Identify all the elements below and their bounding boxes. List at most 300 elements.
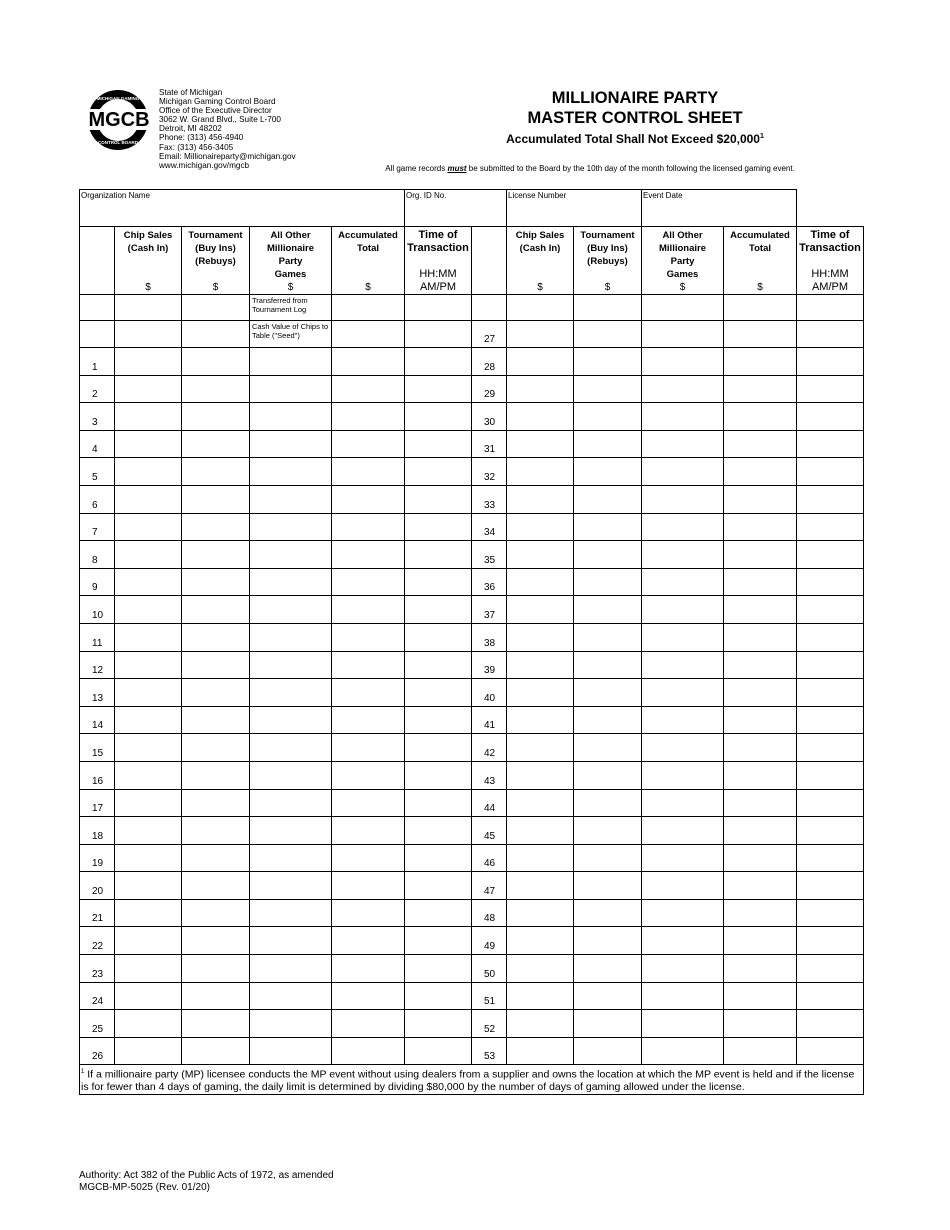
entry-cell[interactable] (724, 623, 797, 651)
entry-cell[interactable] (250, 955, 332, 983)
chip-sales-header: Chip Sales (Cash In) $ (115, 227, 182, 295)
entry-cell[interactable] (250, 513, 332, 541)
entry-cell[interactable] (574, 817, 642, 845)
organization-name-field[interactable]: Organization Name (80, 190, 405, 227)
entry-cell[interactable] (642, 789, 724, 817)
org-id-field[interactable]: Org. ID No. (405, 190, 507, 227)
entry-cell[interactable] (724, 679, 797, 707)
table-row (80, 623, 864, 651)
entry-cell[interactable] (507, 321, 574, 348)
entry-cell[interactable] (797, 513, 864, 541)
entry-cell[interactable] (724, 927, 797, 955)
entry-cell[interactable] (182, 982, 250, 1010)
entry-cell[interactable] (507, 1037, 574, 1065)
entry-cell[interactable] (332, 817, 405, 845)
entry-cell[interactable] (182, 513, 250, 541)
entry-cell[interactable] (182, 872, 250, 900)
entry-cell[interactable] (332, 375, 405, 403)
entry-cell[interactable] (250, 458, 332, 486)
entry-cell[interactable] (507, 817, 574, 845)
entry-cell[interactable] (574, 295, 642, 321)
entry-cell[interactable] (182, 623, 250, 651)
entry-cell[interactable] (332, 844, 405, 872)
entry-cell[interactable] (574, 734, 642, 762)
entry-cell[interactable] (182, 321, 250, 348)
entry-cell[interactable] (642, 899, 724, 927)
entry-cell[interactable] (405, 899, 472, 927)
entry-cell[interactable] (182, 927, 250, 955)
entry-cell[interactable] (182, 1037, 250, 1065)
entry-cell[interactable] (574, 541, 642, 569)
entry-cell[interactable] (332, 872, 405, 900)
entry-cell[interactable] (182, 295, 250, 321)
entry-cell[interactable] (797, 458, 864, 486)
entry-cell[interactable] (642, 955, 724, 983)
entry-cell[interactable] (182, 458, 250, 486)
row-number: 21 (80, 899, 115, 927)
entry-cell[interactable] (507, 982, 574, 1010)
entry-cell[interactable] (115, 1010, 182, 1038)
entry-cell[interactable] (642, 1037, 724, 1065)
entry-cell[interactable] (182, 651, 250, 679)
entry-cell[interactable] (405, 403, 472, 431)
entry-cell[interactable] (115, 789, 182, 817)
entry-cell[interactable] (797, 403, 864, 431)
entry-cell[interactable] (642, 679, 724, 707)
entry-cell[interactable] (724, 485, 797, 513)
entry-cell[interactable] (507, 872, 574, 900)
entry-cell[interactable] (642, 927, 724, 955)
entry-cell[interactable] (250, 651, 332, 679)
entry-cell[interactable] (724, 430, 797, 458)
entry-cell[interactable] (507, 375, 574, 403)
entry-cell[interactable] (250, 485, 332, 513)
entry-cell[interactable] (115, 458, 182, 486)
entry-cell[interactable] (642, 568, 724, 596)
entry-cell[interactable] (115, 734, 182, 762)
entry-cell[interactable] (724, 348, 797, 376)
entry-cell[interactable] (574, 485, 642, 513)
entry-cell[interactable] (507, 485, 574, 513)
entry-cell[interactable] (115, 955, 182, 983)
entry-cell[interactable] (405, 430, 472, 458)
entry-cell[interactable] (250, 872, 332, 900)
entry-cell[interactable] (405, 485, 472, 513)
entry-cell[interactable] (797, 872, 864, 900)
entry-cell[interactable] (332, 955, 405, 983)
entry-cell[interactable] (250, 927, 332, 955)
entry-cell[interactable] (182, 789, 250, 817)
entry-cell[interactable] (250, 348, 332, 376)
entry-cell[interactable] (405, 955, 472, 983)
event-date-field[interactable]: Event Date (642, 190, 797, 227)
entry-cell[interactable] (405, 513, 472, 541)
header-fields-row (80, 190, 864, 227)
entry-cell[interactable] (574, 1010, 642, 1038)
entry-cell[interactable] (405, 679, 472, 707)
entry-cell[interactable] (724, 844, 797, 872)
entry-cell[interactable] (507, 927, 574, 955)
entry-cell[interactable] (797, 679, 864, 707)
entry-cell[interactable] (405, 789, 472, 817)
entry-cell[interactable] (642, 375, 724, 403)
row-number: 20 (80, 872, 115, 900)
entry-cell[interactable] (405, 295, 472, 321)
entry-cell[interactable] (724, 651, 797, 679)
entry-cell[interactable] (642, 982, 724, 1010)
entry-cell[interactable] (507, 761, 574, 789)
entry-cell[interactable] (724, 1010, 797, 1038)
entry-cell[interactable] (115, 679, 182, 707)
row-number: 29 (472, 375, 507, 403)
entry-cell[interactable] (250, 1010, 332, 1038)
entry-cell[interactable] (797, 955, 864, 983)
entry-cell[interactable] (797, 596, 864, 624)
entry-cell[interactable] (115, 321, 182, 348)
entry-cell[interactable] (182, 403, 250, 431)
entry-cell[interactable] (332, 789, 405, 817)
entry-cell[interactable] (797, 623, 864, 651)
entry-cell[interactable] (574, 706, 642, 734)
entry-cell[interactable] (724, 817, 797, 845)
entry-cell[interactable] (574, 872, 642, 900)
entry-cell[interactable] (642, 430, 724, 458)
entry-cell[interactable] (797, 982, 864, 1010)
entry-cell[interactable] (405, 872, 472, 900)
entry-cell[interactable] (250, 596, 332, 624)
entry-cell[interactable] (574, 623, 642, 651)
entry-cell[interactable] (332, 458, 405, 486)
entry-cell[interactable] (332, 485, 405, 513)
entry-cell[interactable] (115, 651, 182, 679)
transferred-label: Transferred from Tournament Log (250, 295, 332, 321)
entry-cell[interactable] (115, 844, 182, 872)
entry-cell[interactable] (642, 734, 724, 762)
entry-cell[interactable] (507, 295, 574, 321)
entry-cell[interactable] (80, 321, 115, 348)
entry-cell[interactable] (574, 982, 642, 1010)
entry-cell[interactable] (797, 1037, 864, 1065)
entry-cell[interactable] (332, 982, 405, 1010)
entry-cell[interactable] (332, 430, 405, 458)
entry-cell[interactable] (797, 348, 864, 376)
entry-cell[interactable] (574, 513, 642, 541)
entry-cell[interactable] (405, 623, 472, 651)
entry-cell[interactable] (115, 541, 182, 569)
entry-cell[interactable] (724, 872, 797, 900)
entry-cell[interactable] (797, 734, 864, 762)
entry-cell[interactable] (332, 295, 405, 321)
entry-cell[interactable] (574, 955, 642, 983)
entry-cell[interactable] (250, 679, 332, 707)
entry-cell[interactable] (797, 485, 864, 513)
entry-cell[interactable] (405, 375, 472, 403)
entry-cell[interactable] (507, 1010, 574, 1038)
entry-cell[interactable] (507, 513, 574, 541)
entry-cell[interactable] (574, 430, 642, 458)
entry-cell[interactable] (507, 844, 574, 872)
entry-cell[interactable] (642, 541, 724, 569)
entry-cell[interactable] (182, 1010, 250, 1038)
entry-cell[interactable] (332, 623, 405, 651)
entry-cell[interactable] (405, 348, 472, 376)
entry-cell[interactable] (724, 955, 797, 983)
entry-cell[interactable] (80, 295, 115, 321)
entry-cell[interactable] (642, 817, 724, 845)
entry-cell[interactable] (250, 623, 332, 651)
entry-cell[interactable] (250, 817, 332, 845)
entry-cell[interactable] (642, 872, 724, 900)
entry-cell[interactable] (332, 348, 405, 376)
entry-cell[interactable] (507, 403, 574, 431)
entry-cell[interactable] (507, 596, 574, 624)
entry-cell[interactable] (182, 541, 250, 569)
entry-cell[interactable] (405, 1037, 472, 1065)
entry-cell[interactable] (250, 403, 332, 431)
entry-cell[interactable] (182, 899, 250, 927)
entry-cell[interactable] (332, 761, 405, 789)
entry-cell[interactable] (472, 295, 507, 321)
entry-cell[interactable] (507, 651, 574, 679)
entry-cell[interactable] (724, 982, 797, 1010)
entry-cell[interactable] (642, 485, 724, 513)
entry-cell[interactable] (182, 568, 250, 596)
entry-cell[interactable] (332, 321, 405, 348)
entry-cell[interactable] (115, 872, 182, 900)
entry-cell[interactable] (574, 403, 642, 431)
entry-cell[interactable] (405, 596, 472, 624)
entry-cell[interactable] (642, 844, 724, 872)
row-number: 31 (472, 430, 507, 458)
entry-cell[interactable] (507, 623, 574, 651)
entry-cell[interactable] (574, 844, 642, 872)
entry-cell[interactable] (332, 513, 405, 541)
entry-cell[interactable] (507, 789, 574, 817)
entry-cell[interactable] (332, 568, 405, 596)
entry-cell[interactable] (507, 955, 574, 983)
entry-cell[interactable] (797, 541, 864, 569)
entry-cell[interactable] (797, 375, 864, 403)
entry-cell[interactable] (797, 706, 864, 734)
entry-cell[interactable] (724, 295, 797, 321)
entry-cell[interactable] (574, 596, 642, 624)
entry-cell[interactable] (115, 348, 182, 376)
entry-cell[interactable] (405, 1010, 472, 1038)
entry-cell[interactable] (332, 706, 405, 734)
entry-cell[interactable] (797, 899, 864, 927)
entry-cell[interactable] (724, 458, 797, 486)
entry-cell[interactable] (507, 348, 574, 376)
entry-cell[interactable] (642, 761, 724, 789)
entry-cell[interactable] (182, 734, 250, 762)
entry-cell[interactable] (182, 706, 250, 734)
entry-cell[interactable] (507, 568, 574, 596)
entry-cell[interactable] (332, 679, 405, 707)
entry-cell[interactable] (405, 817, 472, 845)
entry-cell[interactable] (574, 761, 642, 789)
entry-cell[interactable] (250, 899, 332, 927)
entry-cell[interactable] (797, 789, 864, 817)
entry-cell[interactable] (115, 568, 182, 596)
table-row (80, 458, 864, 486)
entry-cell[interactable] (642, 403, 724, 431)
entry-cell[interactable] (797, 651, 864, 679)
entry-cell[interactable] (724, 513, 797, 541)
table-row (80, 789, 864, 817)
table-row (80, 568, 864, 596)
entry-cell[interactable] (332, 927, 405, 955)
entry-cell[interactable] (642, 513, 724, 541)
entry-cell[interactable] (797, 568, 864, 596)
entry-cell[interactable] (115, 596, 182, 624)
entry-cell[interactable] (115, 295, 182, 321)
entry-cell[interactable] (250, 568, 332, 596)
entry-cell[interactable] (797, 321, 864, 348)
entry-cell[interactable] (405, 321, 472, 348)
entry-cell[interactable] (507, 458, 574, 486)
row-number: 44 (472, 789, 507, 817)
entry-cell[interactable] (724, 789, 797, 817)
license-number-field[interactable]: License Number (507, 190, 642, 227)
entry-cell[interactable] (405, 734, 472, 762)
entry-cell[interactable] (182, 817, 250, 845)
entry-cell[interactable] (642, 596, 724, 624)
entry-cell[interactable] (405, 651, 472, 679)
entry-cell[interactable] (724, 706, 797, 734)
entry-cell[interactable] (574, 458, 642, 486)
entry-cell[interactable] (642, 295, 724, 321)
entry-cell[interactable] (642, 706, 724, 734)
entry-cell[interactable] (250, 982, 332, 1010)
entry-cell[interactable] (574, 1037, 642, 1065)
entry-cell[interactable] (332, 651, 405, 679)
entry-cell[interactable] (797, 844, 864, 872)
entry-cell[interactable] (115, 485, 182, 513)
entry-cell[interactable] (332, 1037, 405, 1065)
entry-cell[interactable] (574, 321, 642, 348)
entry-cell[interactable] (724, 403, 797, 431)
entry-cell[interactable] (724, 321, 797, 348)
entry-cell[interactable] (724, 596, 797, 624)
entry-cell[interactable] (182, 844, 250, 872)
entry-cell[interactable] (642, 651, 724, 679)
entry-cell[interactable] (642, 1010, 724, 1038)
entry-cell[interactable] (574, 651, 642, 679)
entry-cell[interactable] (115, 403, 182, 431)
entry-cell[interactable] (724, 541, 797, 569)
entry-cell[interactable] (797, 927, 864, 955)
entry-cell[interactable] (332, 596, 405, 624)
entry-cell[interactable] (724, 899, 797, 927)
entry-cell[interactable] (405, 761, 472, 789)
entry-cell[interactable] (332, 1010, 405, 1038)
entry-cell[interactable] (797, 430, 864, 458)
entry-cell[interactable] (115, 817, 182, 845)
entry-cell[interactable] (507, 899, 574, 927)
entry-cell[interactable] (250, 789, 332, 817)
entry-cell[interactable] (182, 679, 250, 707)
entry-cell[interactable] (250, 844, 332, 872)
entry-cell[interactable] (405, 541, 472, 569)
entry-cell[interactable] (574, 899, 642, 927)
entry-cell[interactable] (182, 348, 250, 376)
entry-cell[interactable] (115, 623, 182, 651)
entry-cell[interactable] (724, 1037, 797, 1065)
entry-cell[interactable] (642, 348, 724, 376)
entry-cell[interactable] (507, 679, 574, 707)
entry-cell[interactable] (115, 899, 182, 927)
entry-cell[interactable] (507, 430, 574, 458)
entry-cell[interactable] (250, 541, 332, 569)
entry-cell[interactable] (115, 706, 182, 734)
entry-cell[interactable] (574, 348, 642, 376)
entry-cell[interactable] (797, 817, 864, 845)
entry-cell[interactable] (332, 541, 405, 569)
entry-cell[interactable] (182, 430, 250, 458)
entry-cell[interactable] (507, 706, 574, 734)
entry-cell[interactable] (115, 513, 182, 541)
entry-cell[interactable] (507, 541, 574, 569)
entry-cell[interactable] (332, 403, 405, 431)
entry-cell[interactable] (405, 458, 472, 486)
entry-cell[interactable] (115, 761, 182, 789)
entry-cell[interactable] (642, 458, 724, 486)
table-row (80, 844, 864, 872)
entry-cell[interactable] (250, 706, 332, 734)
entry-cell[interactable] (115, 927, 182, 955)
entry-cell[interactable] (405, 706, 472, 734)
entry-cell[interactable] (405, 982, 472, 1010)
entry-cell[interactable] (797, 1010, 864, 1038)
notice-emphasis: must (447, 164, 467, 173)
entry-cell[interactable] (724, 734, 797, 762)
entry-cell[interactable] (115, 982, 182, 1010)
entry-cell[interactable] (642, 623, 724, 651)
entry-cell[interactable] (574, 568, 642, 596)
entry-cell[interactable] (507, 734, 574, 762)
entry-cell[interactable] (574, 375, 642, 403)
entry-cell[interactable] (332, 734, 405, 762)
entry-cell[interactable] (724, 761, 797, 789)
entry-cell[interactable] (250, 1037, 332, 1065)
entry-cell[interactable] (797, 761, 864, 789)
entry-cell[interactable] (250, 430, 332, 458)
entry-cell[interactable] (405, 927, 472, 955)
entry-cell[interactable] (115, 375, 182, 403)
entry-cell[interactable] (797, 295, 864, 321)
entry-cell[interactable] (182, 485, 250, 513)
entry-cell[interactable] (115, 430, 182, 458)
entry-cell[interactable] (332, 899, 405, 927)
entry-cell[interactable] (642, 321, 724, 348)
row-number-header (472, 227, 507, 295)
entry-cell[interactable] (405, 568, 472, 596)
entry-cell[interactable] (724, 375, 797, 403)
entry-cell[interactable] (250, 761, 332, 789)
entry-cell[interactable] (574, 789, 642, 817)
entry-cell[interactable] (574, 679, 642, 707)
entry-cell[interactable] (115, 1037, 182, 1065)
entry-cell[interactable] (405, 844, 472, 872)
entry-cell[interactable] (574, 927, 642, 955)
entry-cell[interactable] (182, 375, 250, 403)
entry-cell[interactable] (182, 596, 250, 624)
entry-cell[interactable] (250, 734, 332, 762)
entry-cell[interactable] (182, 955, 250, 983)
entry-cell[interactable] (724, 568, 797, 596)
entry-cell[interactable] (182, 761, 250, 789)
entry-cell[interactable] (250, 375, 332, 403)
